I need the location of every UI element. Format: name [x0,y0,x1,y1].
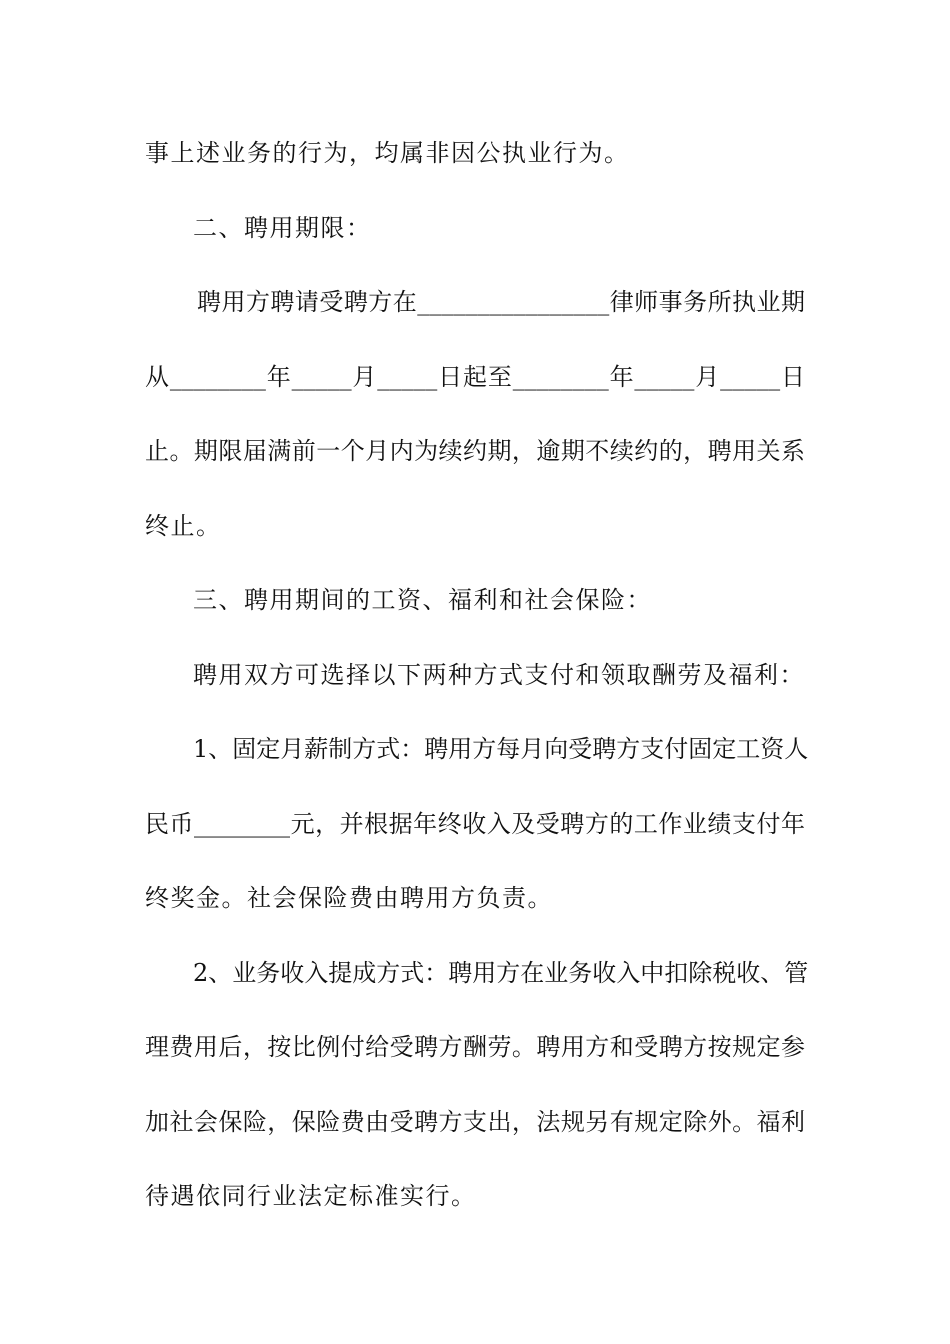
paragraph-line: 聘用方聘请受聘方在________________律师事务所执业期 [197,288,805,316]
paragraph-line: 终止。 [145,512,222,540]
paragraph-line: 2、业务收入提成方式：聘用方在业务收入中扣除税收、管 [193,959,809,987]
paragraph-line: 加社会保险，保险费由受聘方支出，法规另有规定除外。福利 [145,1108,805,1136]
paragraph-line: 1、固定月薪制方式：聘用方每月向受聘方支付固定工资人 [193,735,809,763]
paragraph-line: 待遇依同行业法定标准实行。 [145,1182,477,1210]
paragraph-line: 民币________元，并根据年终收入及受聘方的工作业绩支付年 [145,810,805,838]
paragraph-line: 理费用后，按比例付给受聘方酬劳。聘用方和受聘方按规定参 [145,1033,805,1061]
paragraph-line: 聘用双方可选择以下两种方式支付和领取酬劳及福利： [193,661,805,689]
paragraph-line: 终奖金。社会保险费由聘用方负责。 [145,884,553,912]
paragraph-line: 事上述业务的行为，均属非因公执业行为。 [145,139,630,167]
section-heading-term: 二、聘用期限： [193,214,372,242]
section-heading-salary: 三、聘用期间的工资、福利和社会保险： [193,586,652,614]
paragraph-line: 止。期限届满前一个月内为续约期，逾期不续约的，聘用关系 [145,437,805,465]
paragraph-line: 从________年_____月_____日起至________年_____月_____日 [145,363,805,391]
